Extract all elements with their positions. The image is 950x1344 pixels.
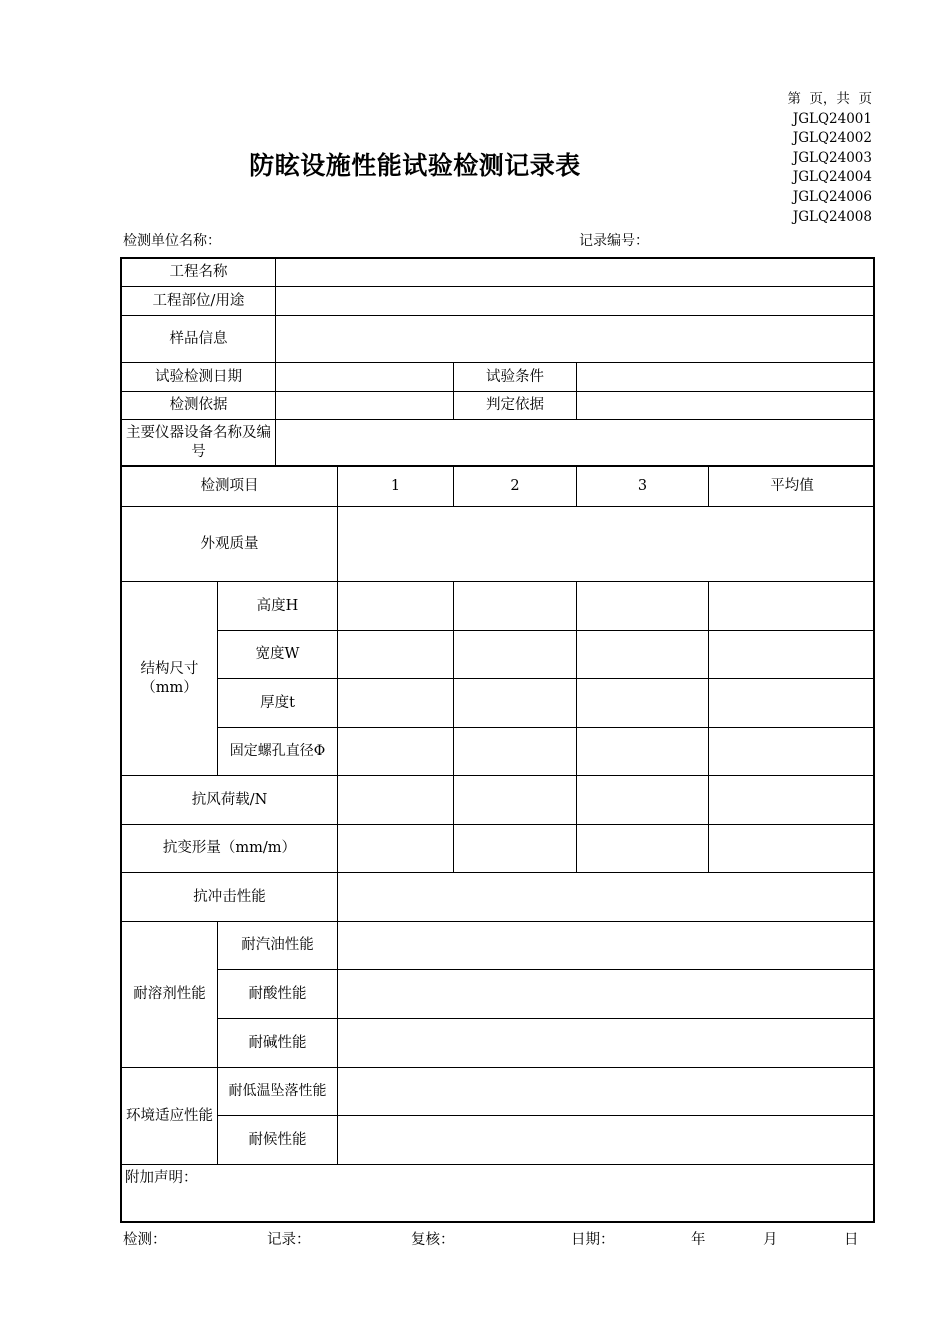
judge-basis-field[interactable] xyxy=(577,392,875,420)
height-average[interactable] xyxy=(709,582,875,631)
month-label: 月 xyxy=(763,1232,778,1248)
sample-2-header: 2 xyxy=(454,467,577,507)
test-basis-field[interactable] xyxy=(276,392,454,420)
thickness-value-3[interactable] xyxy=(577,679,709,728)
hole-label: 固定螺孔直径Φ xyxy=(218,728,338,776)
weather-field[interactable] xyxy=(338,1116,875,1165)
structure-label: 结构尺寸（mm） xyxy=(122,582,218,776)
judge-basis-label: 判定依据 xyxy=(454,392,577,420)
environment-label: 环境适应性能 xyxy=(122,1068,218,1165)
additional-statement[interactable] xyxy=(122,1165,875,1221)
alkali-label: 耐碱性能 xyxy=(218,1019,338,1068)
year-label: 年 xyxy=(691,1232,706,1248)
acid-field[interactable] xyxy=(338,970,875,1019)
weather-label: 耐候性能 xyxy=(218,1116,338,1165)
alkali-field[interactable] xyxy=(338,1019,875,1068)
hole-average[interactable] xyxy=(709,728,875,776)
appearance-field[interactable] xyxy=(338,507,875,582)
unit-label: 检测单位名称： xyxy=(123,233,221,249)
acid-label: 耐酸性能 xyxy=(218,970,338,1019)
deformation-value-3[interactable] xyxy=(577,825,709,873)
gasoline-field[interactable] xyxy=(338,922,875,970)
deformation-value-1[interactable] xyxy=(338,825,454,873)
low-temp-label: 耐低温坠落性能 xyxy=(218,1068,338,1116)
width-value-3[interactable] xyxy=(577,631,709,679)
form-code: JGLQ24003 xyxy=(792,149,872,166)
thickness-average[interactable] xyxy=(709,679,875,728)
recorder-label: 记录： xyxy=(267,1232,311,1248)
form-code: JGLQ24001 xyxy=(792,110,872,127)
sample-info-label: 样品信息 xyxy=(122,316,276,363)
project-name-label: 工程名称 xyxy=(122,259,276,287)
deformation-average[interactable] xyxy=(709,825,875,873)
date-label: 日期： xyxy=(571,1232,615,1248)
height-value-2[interactable] xyxy=(454,582,577,631)
location-use-field[interactable] xyxy=(276,287,875,316)
test-date-field[interactable] xyxy=(276,363,454,392)
hole-value-3[interactable] xyxy=(577,728,709,776)
wind-load-average[interactable] xyxy=(709,776,875,825)
appearance-label: 外观质量 xyxy=(122,507,338,582)
width-value-2[interactable] xyxy=(454,631,577,679)
height-label: 高度H xyxy=(218,582,338,631)
thickness-value-1[interactable] xyxy=(338,679,454,728)
height-value-3[interactable] xyxy=(577,582,709,631)
solvent-label: 耐溶剂性能 xyxy=(122,922,218,1068)
test-basis-label: 检测依据 xyxy=(122,392,276,420)
hole-value-2[interactable] xyxy=(454,728,577,776)
impact-label: 抗冲击性能 xyxy=(122,873,338,922)
item-column-header: 检测项目 xyxy=(122,467,338,507)
tester-label: 检测： xyxy=(123,1232,167,1248)
day-label: 日 xyxy=(844,1232,859,1248)
record-no-label: 记录编号： xyxy=(579,233,649,249)
sample-1-header: 1 xyxy=(338,467,454,507)
height-value-1[interactable] xyxy=(338,582,454,631)
width-average[interactable] xyxy=(709,631,875,679)
test-date-label: 试验检测日期 xyxy=(122,363,276,392)
test-conditions-field[interactable] xyxy=(577,363,875,392)
deformation-label: 抗变形量（mm/m） xyxy=(122,825,338,873)
additional-statement-label: 附加声明： xyxy=(125,1170,198,1186)
hole-value-1[interactable] xyxy=(338,728,454,776)
wind-load-label: 抗风荷载/N xyxy=(122,776,338,825)
test-conditions-label: 试验条件 xyxy=(454,363,577,392)
equipment-label: 主要仪器设备名称及编号 xyxy=(122,420,276,467)
location-use-label: 工程部位/用途 xyxy=(122,287,276,316)
width-label: 宽度W xyxy=(218,631,338,679)
thickness-value-2[interactable] xyxy=(454,679,577,728)
record-table xyxy=(120,257,875,1223)
reviewer-label: 复核： xyxy=(411,1232,455,1248)
page-title: 防眩设施性能试验检测记录表 xyxy=(249,151,581,180)
equipment-field[interactable] xyxy=(276,420,875,467)
deformation-value-2[interactable] xyxy=(454,825,577,873)
sample-info-field[interactable] xyxy=(276,316,875,363)
wind-load-value-2[interactable] xyxy=(454,776,577,825)
form-code: JGLQ24008 xyxy=(792,208,872,225)
wind-load-value-1[interactable] xyxy=(338,776,454,825)
wind-load-value-3[interactable] xyxy=(577,776,709,825)
page-info xyxy=(700,90,872,227)
average-header: 平均值 xyxy=(709,467,875,507)
form-code: JGLQ24006 xyxy=(792,188,872,205)
sample-3-header: 3 xyxy=(577,467,709,507)
width-value-1[interactable] xyxy=(338,631,454,679)
form-code: JGLQ24004 xyxy=(792,169,872,186)
project-name-field[interactable] xyxy=(276,259,875,287)
page-number: 第 页，共 页 xyxy=(787,91,872,107)
low-temp-field[interactable] xyxy=(338,1068,875,1116)
gasoline-label: 耐汽油性能 xyxy=(218,922,338,970)
form-code: JGLQ24002 xyxy=(792,130,872,147)
thickness-label: 厚度t xyxy=(218,679,338,728)
impact-field[interactable] xyxy=(338,873,875,922)
